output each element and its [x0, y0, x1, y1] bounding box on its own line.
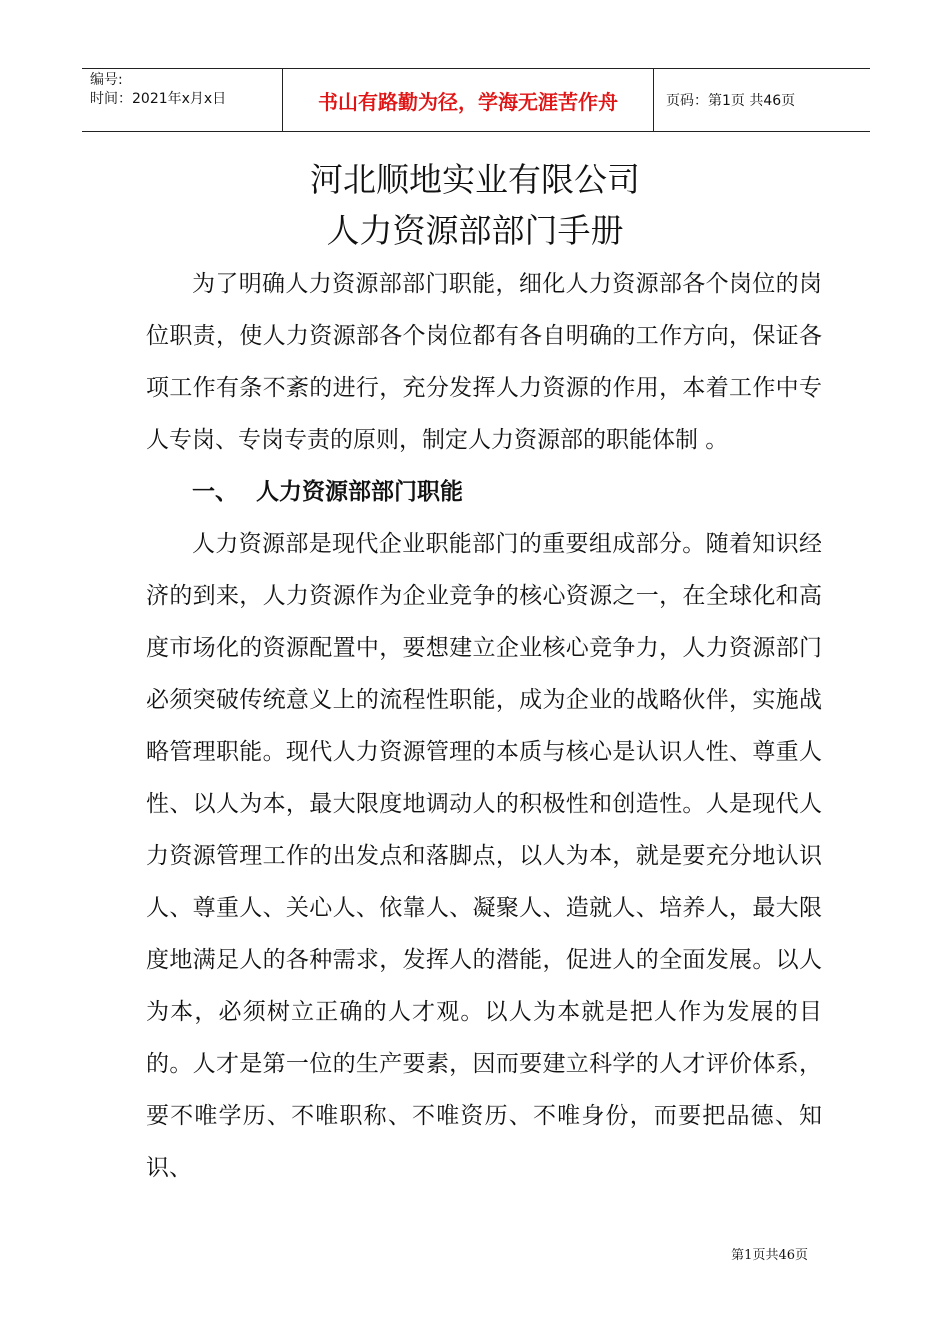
document-title-company: 河北顺地实业有限公司 — [310, 160, 640, 199]
document-body — [146, 258, 822, 1194]
section-title: 人力资源部部门职能 — [256, 479, 463, 505]
section-paragraph: 人力资源部是现代企业职能部门的重要组成部分。随着知识经济的到来，人力资源作为企业竞争的核心资源之一，在全球化和高度市场化的资源配置中，要想建立企业核心竞争力，人力资源部门必须突破传统意义上的流程性职能，成为企业的战略伙伴，实施战略管理职能。现代人力资源管理的本质与核心是认识人性、尊重人性、以人为本，最大限度地调动人的积极性和创造性。人是现代人力资源管理工作的出发点和落脚点，以人为本，就是要充分地认识人、尊重人、关心人、依靠人、凝聚人、造就人、培养人，最大限度地满足人的各种需求，发挥人的潜能，促进人的全面发展。以人为本，必须树立正确的人才观。以人为本就是把人作为发展的目的。人才是第一位的生产要素，因而要建立科学的人才评价体系，要不唯学历、不唯职称、不唯资历、不唯身份，而要把品德、知识、 — [146, 531, 822, 1181]
header-page-number: 页码：第1页 共46页 — [666, 93, 796, 109]
document-title-manual: 人力资源部部门手册 — [326, 211, 624, 250]
document-number-label: 编号: — [90, 72, 123, 88]
section-number: 一、 — [192, 479, 238, 505]
page-header — [82, 68, 870, 132]
header-motto: 书山有路勤为径，学海无涯苦作舟 — [282, 69, 654, 131]
header-meta — [82, 69, 282, 131]
section-heading — [146, 466, 822, 518]
page-footer-number: 第1页共46页 — [731, 1248, 808, 1263]
document-time-label: 时间：2021年x月x日 — [90, 91, 227, 107]
intro-paragraph: 为了明确人力资源部部门职能，细化人力资源部各个岗位的岗位职责，使人力资源部各个岗位都有各自明确的工作方向，保证各项工作有条不紊的进行，充分发挥人力资源的作用，本着工作中专人专岗、专岗专责的原则，制定人力资源部的职能体制 。 — [146, 271, 822, 453]
